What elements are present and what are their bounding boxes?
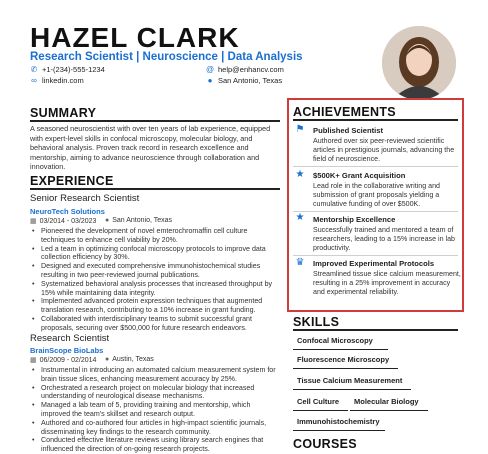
email-contact[interactable]	[206, 65, 284, 74]
skill-tag: Molecular Biology	[354, 397, 419, 406]
phone-icon: ✆	[30, 65, 38, 74]
star-icon: ★	[295, 212, 305, 223]
achievement-divider	[293, 211, 458, 212]
candidate-tagline: Research Scientist | Neuroscience | Data Analysis	[30, 51, 303, 63]
job-bullet: • Systematized behavioral analysis processes that increased throughput by 15% while maintaining data integrity.	[30, 280, 280, 298]
skill-tag: Immunohistochemistry	[297, 417, 380, 426]
achievement-text: Lead role in the collaborative writing and submission of grant proposals yielding a cumulative funding of over $500K.	[313, 182, 440, 208]
achievement-title: Improved Experimental Protocols	[313, 259, 435, 268]
experience-heading: EXPERIENCE	[30, 174, 114, 188]
skill-underline	[350, 410, 428, 411]
job-bullet: • Conducted effective literature reviews using library search engines that influenced the direction of on-going research projects.	[30, 436, 280, 454]
star-icon: ★	[295, 169, 305, 180]
job-bullet: • Authored and co-authored four articles in high-impact scientific journals, disseminating key findings to the research community.	[30, 419, 280, 437]
job-title: Senior Research Scientist	[30, 193, 140, 204]
job-title: Research Scientist	[30, 333, 110, 344]
skill-underline	[293, 349, 388, 350]
achievement-title: $500K+ Grant Acquisition	[313, 171, 406, 180]
company-name: NeuroTech Solutions	[30, 207, 105, 216]
courses-heading: COURSES	[293, 437, 357, 451]
job-location-text: San Antonio, Texas	[112, 217, 173, 224]
skill-underline	[293, 410, 348, 411]
skill-tag: Tissue Calcium Measurement	[297, 376, 403, 385]
job-bullet: • Led a team in optimizing confocal microscopy protocols to improve data collection efficiency by 30%.	[30, 245, 280, 263]
job-dates	[30, 217, 96, 225]
achievement-title: Mentorship Excellence	[313, 215, 396, 224]
job-location-text: Austin, Texas	[112, 356, 154, 363]
job-dates	[30, 356, 96, 364]
job-bullet: • Collaborated with interdisciplinary teams to submit successful grant proposals, securing over $500,000 for future research endeavors.	[30, 315, 280, 333]
location-text: San Antonio, Texas	[218, 76, 283, 85]
summary-heading: SUMMARY	[30, 106, 97, 120]
achievements-heading: ACHIEVEMENTS	[293, 105, 396, 119]
candidate-name: HAZEL CLARK	[30, 22, 240, 53]
job-location	[105, 217, 172, 224]
linkedin-text[interactable]: linkedin.com	[42, 76, 84, 85]
summary-divider	[30, 120, 280, 122]
job-bullets	[30, 227, 280, 333]
skill-tag: Cell Culture	[297, 397, 340, 406]
calendar-icon: ▦	[30, 218, 37, 225]
company-name: BrainScope BioLabs	[30, 346, 104, 355]
linkedin-contact[interactable]	[30, 76, 84, 85]
job-bullet: • Managed a lab team of 5, providing training and mentorship, which improved the team's skillset and research output.	[30, 401, 280, 419]
at-icon: @	[206, 65, 215, 74]
job-dates-text: 03/2014 - 03/2023	[39, 217, 97, 225]
email-text[interactable]: help@enhancv.com	[218, 65, 284, 74]
achievements-divider	[293, 119, 458, 121]
flag-icon: ⚑	[295, 124, 305, 135]
calendar-icon: ▦	[30, 357, 37, 364]
skills-heading: SKILLS	[293, 315, 340, 329]
achievement-divider	[293, 166, 458, 167]
achievement-divider	[293, 255, 458, 256]
achievement-title: Published Scientist	[313, 126, 384, 135]
skill-tag: Fluorescence Microscopy	[297, 355, 390, 364]
skill-underline	[293, 430, 385, 431]
location-pin-icon: ●	[207, 76, 213, 85]
achievement-text: Authored over six peer-reviewed scientific articles in prestigious journals, advancing the field of neuroscience.	[313, 137, 455, 163]
avatar	[382, 26, 456, 100]
location-contact	[206, 76, 282, 85]
link-icon: ∞	[31, 76, 37, 85]
summary-text: A seasoned neuroscientist with over ten years of lab experience, equipped with expert-level skills in confocal microscopy, molecular biology, and behavioral analysis. Proven track record in research excellence and mentorship, aiming to advance neuroscience through collaboration and innovation.	[30, 124, 271, 171]
job-dates-text: 06/2009 - 02/2014	[39, 356, 97, 364]
trophy-icon: ♛	[295, 257, 305, 268]
job-bullet: • Pioneered the development of novel emterochromaffin cell culture techniques to enhance cell viability by 20%.	[30, 227, 280, 245]
achievement-text: Successfully trained and mentored a team of researchers, leading to a 15% increase in lab productivity.	[313, 226, 455, 252]
job-bullet: • Designed and executed comprehensive immunohistochemical studies resulting in two peer-reviewed journal publications.	[30, 262, 280, 280]
job-bullets	[30, 366, 280, 454]
location-pin-icon: ●	[105, 356, 110, 363]
job-bullet: • Instrumental in introducing an automated calcium measurement system for brain tissue slices, enhancing measurement accuracy by 25%.	[30, 366, 280, 384]
phone-text: +1-(234)-555-1234	[42, 65, 105, 74]
job-location	[105, 356, 154, 363]
skill-underline	[293, 368, 398, 369]
job-bullet: • Orchestrated a research project on molecular biology that increased understanding of neurological disease mechanisms.	[30, 384, 280, 402]
phone-contact	[30, 65, 105, 74]
location-pin-icon: ●	[105, 217, 110, 224]
achievement-text: Streamlined tissue slice calcium measurement, resulting in a 25% improvement in accuracy and experimental reliability.	[313, 270, 461, 296]
job-bullet: • Implemented advanced protein expression techniques that augmented translation research, contributing to a 10% increase in grant funding.	[30, 297, 280, 315]
skills-divider	[293, 329, 458, 331]
skill-tag: Confocal Microscopy	[297, 336, 373, 345]
skill-underline	[293, 389, 411, 390]
experience-divider	[30, 188, 280, 190]
